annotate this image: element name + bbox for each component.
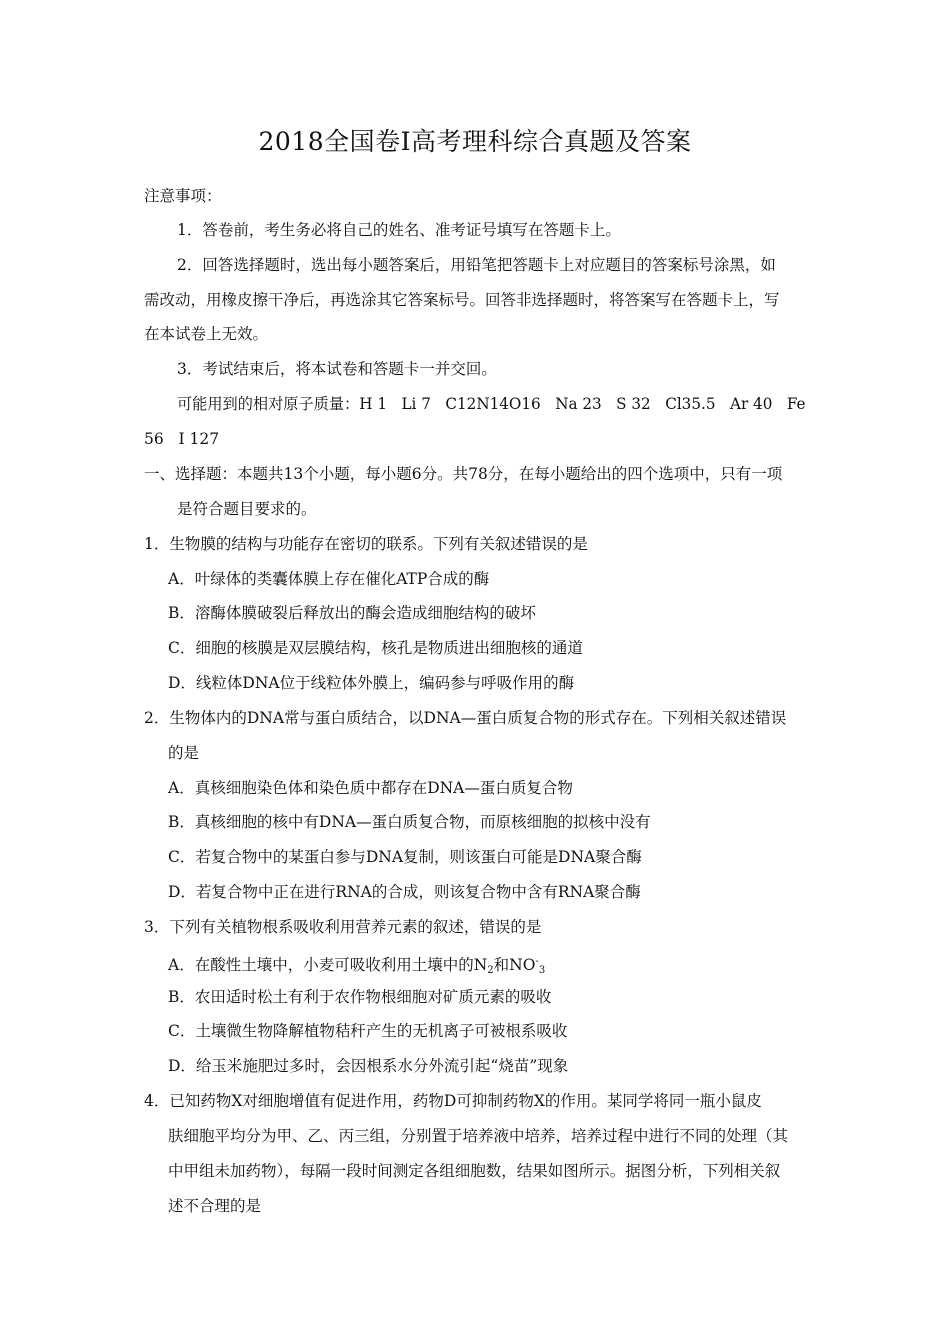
notice-heading: 注意事项： bbox=[144, 187, 222, 205]
question-1-option-b: B．溶酶体膜破裂后释放出的酶会造成细胞结构的破坏 bbox=[168, 604, 536, 622]
question-2-option-a: A．真核细胞染色体和染色质中都存在DNA—蛋白质复合物 bbox=[168, 779, 573, 797]
notice-item-3: 3．考试结束后，将本试卷和答题卡一并交回。 bbox=[177, 360, 497, 378]
notice-item-2-line-1: 2．回答选择题时，选出每小题答案后，用铅笔把答题卡上对应题目的答案标号涂黑，如 bbox=[177, 256, 776, 274]
notice-item-1: 1．答卷前，考生务必将自己的姓名、准考证号填写在答题卡上。 bbox=[177, 221, 621, 239]
section-1-heading-line-2: 是符合题目要求的。 bbox=[177, 500, 317, 518]
question-3-option-a bbox=[168, 951, 545, 982]
question-2-option-b: B．真核细胞的核中有DNA—蛋白质复合物，而原核细胞的拟核中没有 bbox=[168, 813, 651, 831]
question-3-option-a-text-2: 和NO bbox=[493, 956, 536, 974]
notice-item-2-line-3: 在本试卷上无效。 bbox=[144, 325, 269, 343]
subscript-2: 2 bbox=[487, 965, 494, 976]
question-2-option-d: D．若复合物中正在进行RNA的合成，则该复合物中含有RNA聚合酶 bbox=[168, 883, 641, 901]
question-1-option-a: A．叶绿体的类囊体膜上存在催化ATP合成的酶 bbox=[168, 570, 490, 588]
question-4-stem-line-2: 肤细胞平均分为甲、乙、丙三组，分别置于培养液中培养，培养过程中进行不同的处理（其 bbox=[168, 1127, 789, 1145]
question-3-option-a-text: A．在酸性土壤中，小麦可吸收利用土壤中的N bbox=[168, 956, 488, 974]
atomic-masses-line-1: 可能用到的相对原子质量：H 1 Li 7 C12N14O16 Na 23 S 32 Cl35.5 Ar 40 Fe bbox=[177, 395, 806, 413]
page-title: 2018全国卷Ⅰ高考理科综合真题及答案 bbox=[258, 127, 692, 156]
question-2-option-c: C．若复合物中的某蛋白参与DNA复制，则该蛋白可能是DNA聚合酶 bbox=[168, 848, 642, 866]
question-3-option-b: B．农田适时松土有利于农作物根细胞对矿质元素的吸收 bbox=[168, 988, 552, 1006]
question-3-option-d: D．给玉米施肥过多时，会因根系水分外流引起“烧苗”现象 bbox=[168, 1057, 569, 1075]
question-4-stem: 4．已知药物X对细胞增值有促进作用，药物D可抑制药物X的作用。某同学将同一瓶小鼠皮 bbox=[144, 1092, 762, 1110]
question-3-option-c: C．土壤微生物降解植物秸秆产生的无机离子可被根系吸收 bbox=[168, 1022, 568, 1040]
question-2-stem-line-2: 的是 bbox=[168, 744, 200, 762]
atomic-masses-line-2: 56 I 127 bbox=[144, 430, 220, 448]
question-4-stem-line-4: 述不合理的是 bbox=[168, 1197, 262, 1215]
question-1-option-c: C．细胞的核膜是双层膜结构，核孔是物质进出细胞核的通道 bbox=[168, 639, 583, 657]
superscript-minus: - bbox=[535, 956, 539, 967]
question-3-stem: 3．下列有关植物根系吸收利用营养元素的叙述，错误的是 bbox=[144, 918, 542, 936]
notice-item-2-line-2: 需改动，用橡皮擦干净后，再选涂其它答案标号。回答非选择题时，将答案写在答题卡上，写 bbox=[144, 291, 780, 309]
question-1-option-d: D．线粒体DNA位于线粒体外膜上，编码参与呼吸作用的酶 bbox=[168, 674, 575, 692]
question-1-stem: 1．生物膜的结构与功能存在密切的联系。下列有关叙述错误的是 bbox=[144, 535, 588, 553]
question-4-stem-line-3: 中甲组未加药物），每隔一段时间测定各组细胞数，结果如图所示。据图分析，下列相关叙 bbox=[168, 1162, 781, 1180]
section-1-heading: 一、选择题：本题共13个小题，每小题6分。共78分，在每小题给出的四个选项中，只有一项 bbox=[144, 465, 783, 483]
question-2-stem: 2．生物体内的DNA常与蛋白质结合，以DNA—蛋白质复合物的形式存在。下列相关叙述错误 bbox=[144, 709, 787, 727]
subscript-3: 3 bbox=[538, 965, 546, 976]
